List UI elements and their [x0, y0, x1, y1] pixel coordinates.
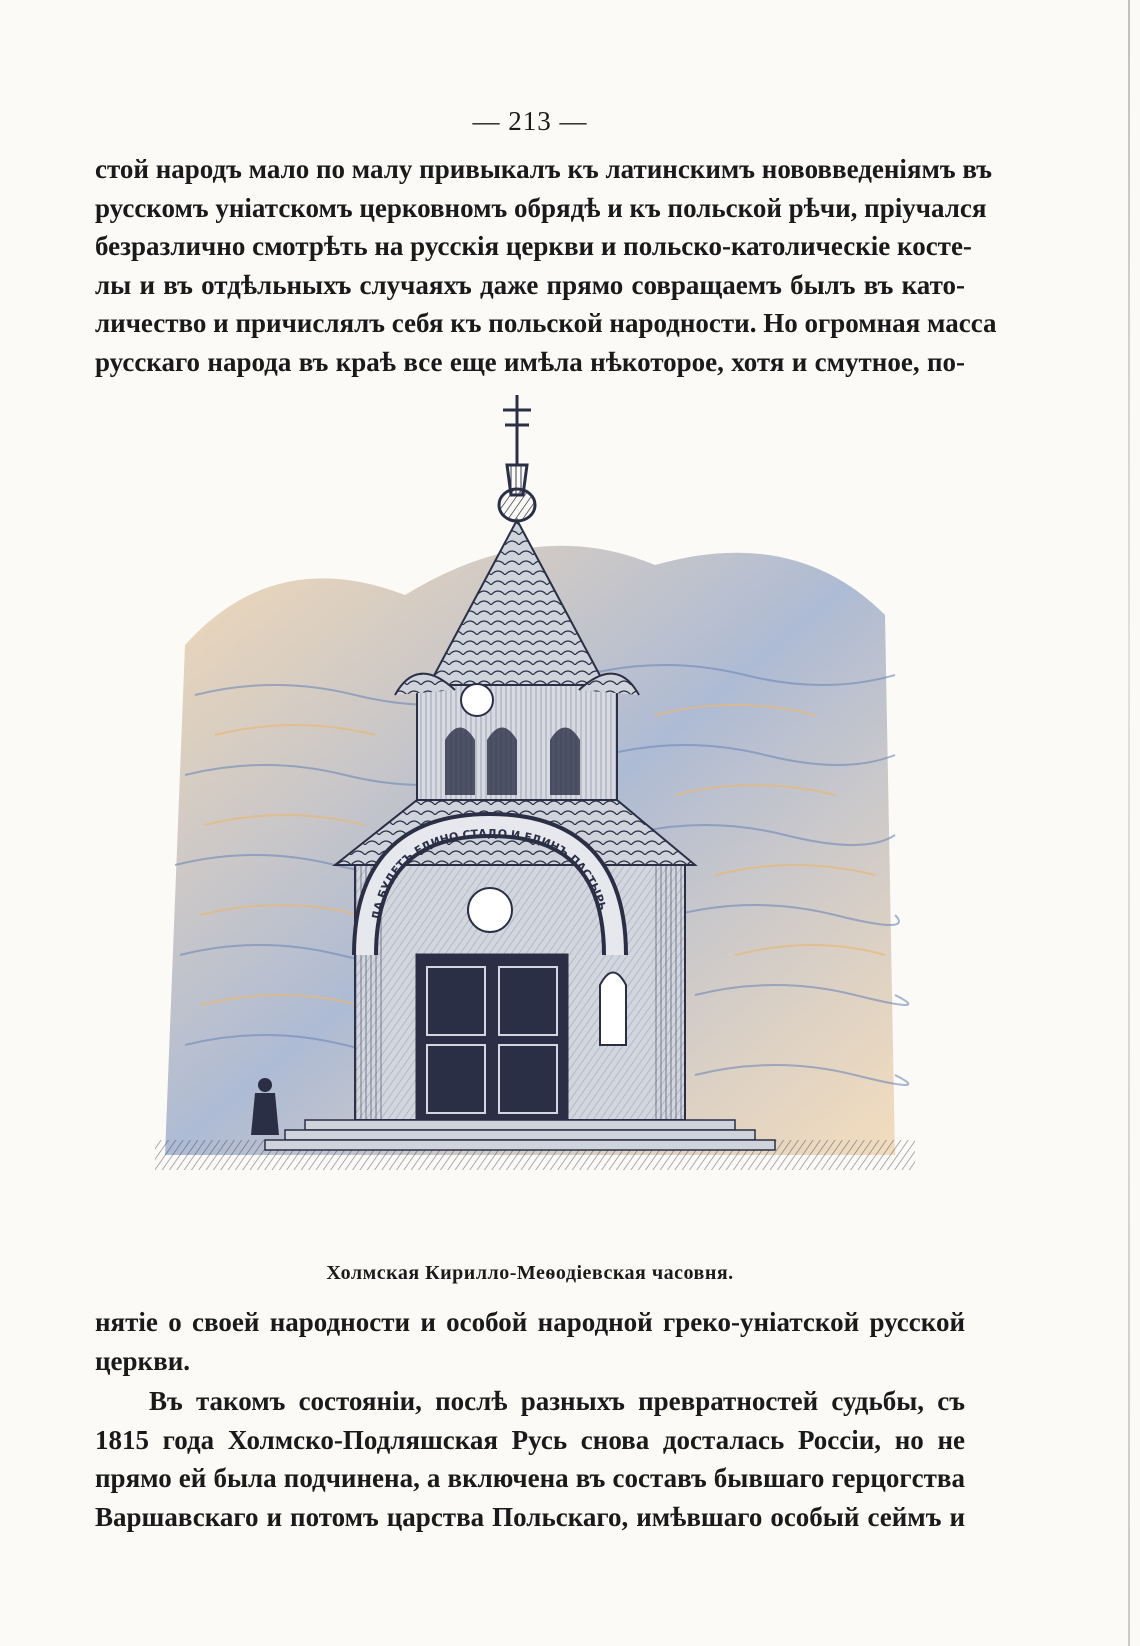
side-window: [600, 973, 626, 1046]
paragraph-after-figure: [95, 1303, 965, 1380]
drum-window: [550, 728, 580, 796]
arch-inscription: ДА БУДЕТЪ ЕДИНО СТАДО И ЕДИНЪ ПАСТЫРЬ: [369, 826, 609, 922]
text-line: Въ такомъ состояніи, послѣ разныхъ превратностей судьбы, съ: [149, 1386, 965, 1416]
rosette-window: [461, 684, 493, 716]
text-line: стой народъ мало по малу привыкалъ къ латинскимъ нововведеніямъ въ: [95, 154, 993, 184]
paragraph-bottom: [95, 1382, 965, 1536]
icon-medallion: [468, 888, 512, 932]
text-line: лы и въ отдѣльныхъ случаяхъ даже прямо совращаемъ былъ въ като-: [95, 269, 965, 300]
cross-finial: [499, 395, 535, 521]
text-line: нятіе о своей народности и особой народной греко-уніатской русской: [95, 1307, 965, 1337]
text-line: 1815 года Холмско-Подляшская Русь снова досталась Россіи, но не: [95, 1424, 965, 1455]
drum-window: [445, 728, 475, 796]
chapel-door: [417, 955, 567, 1120]
page-number: — 213 —: [472, 106, 588, 136]
figure-caption: Холмская Кирилло-Меѳодіевская часовня.: [326, 1262, 734, 1284]
chapel-engraving: [155, 395, 915, 1225]
chapel-body: [355, 825, 685, 1120]
text-line: Варшавскаго и потомъ царства Польскаго, имѣвшаго особый сеймъ и: [95, 1501, 965, 1532]
text-line: русскаго народа въ краѣ все еще имѣла нѣкоторое, хотя и смутное, по-: [95, 346, 965, 377]
page-edge: [1128, 0, 1130, 1646]
text-line: церкви.: [95, 1345, 191, 1376]
paragraph-top: [95, 150, 997, 381]
drum-window: [487, 728, 517, 796]
text-line: безразлично смотрѣть на русскія церкви и польско-католическіе косте-: [95, 231, 972, 261]
chapel-steps: [265, 1120, 775, 1150]
drum: [395, 674, 639, 800]
text-line: личество и причислялъ себя къ польской народности. Но огромная масса: [95, 308, 997, 338]
text-line: прямо ей была подчинена, а включена въ составъ бывшаго герцогства: [95, 1463, 965, 1493]
text-line: русскомъ уніатскомъ церковномъ обрядѣ и къ польской рѣчи, пріучался: [95, 192, 987, 223]
